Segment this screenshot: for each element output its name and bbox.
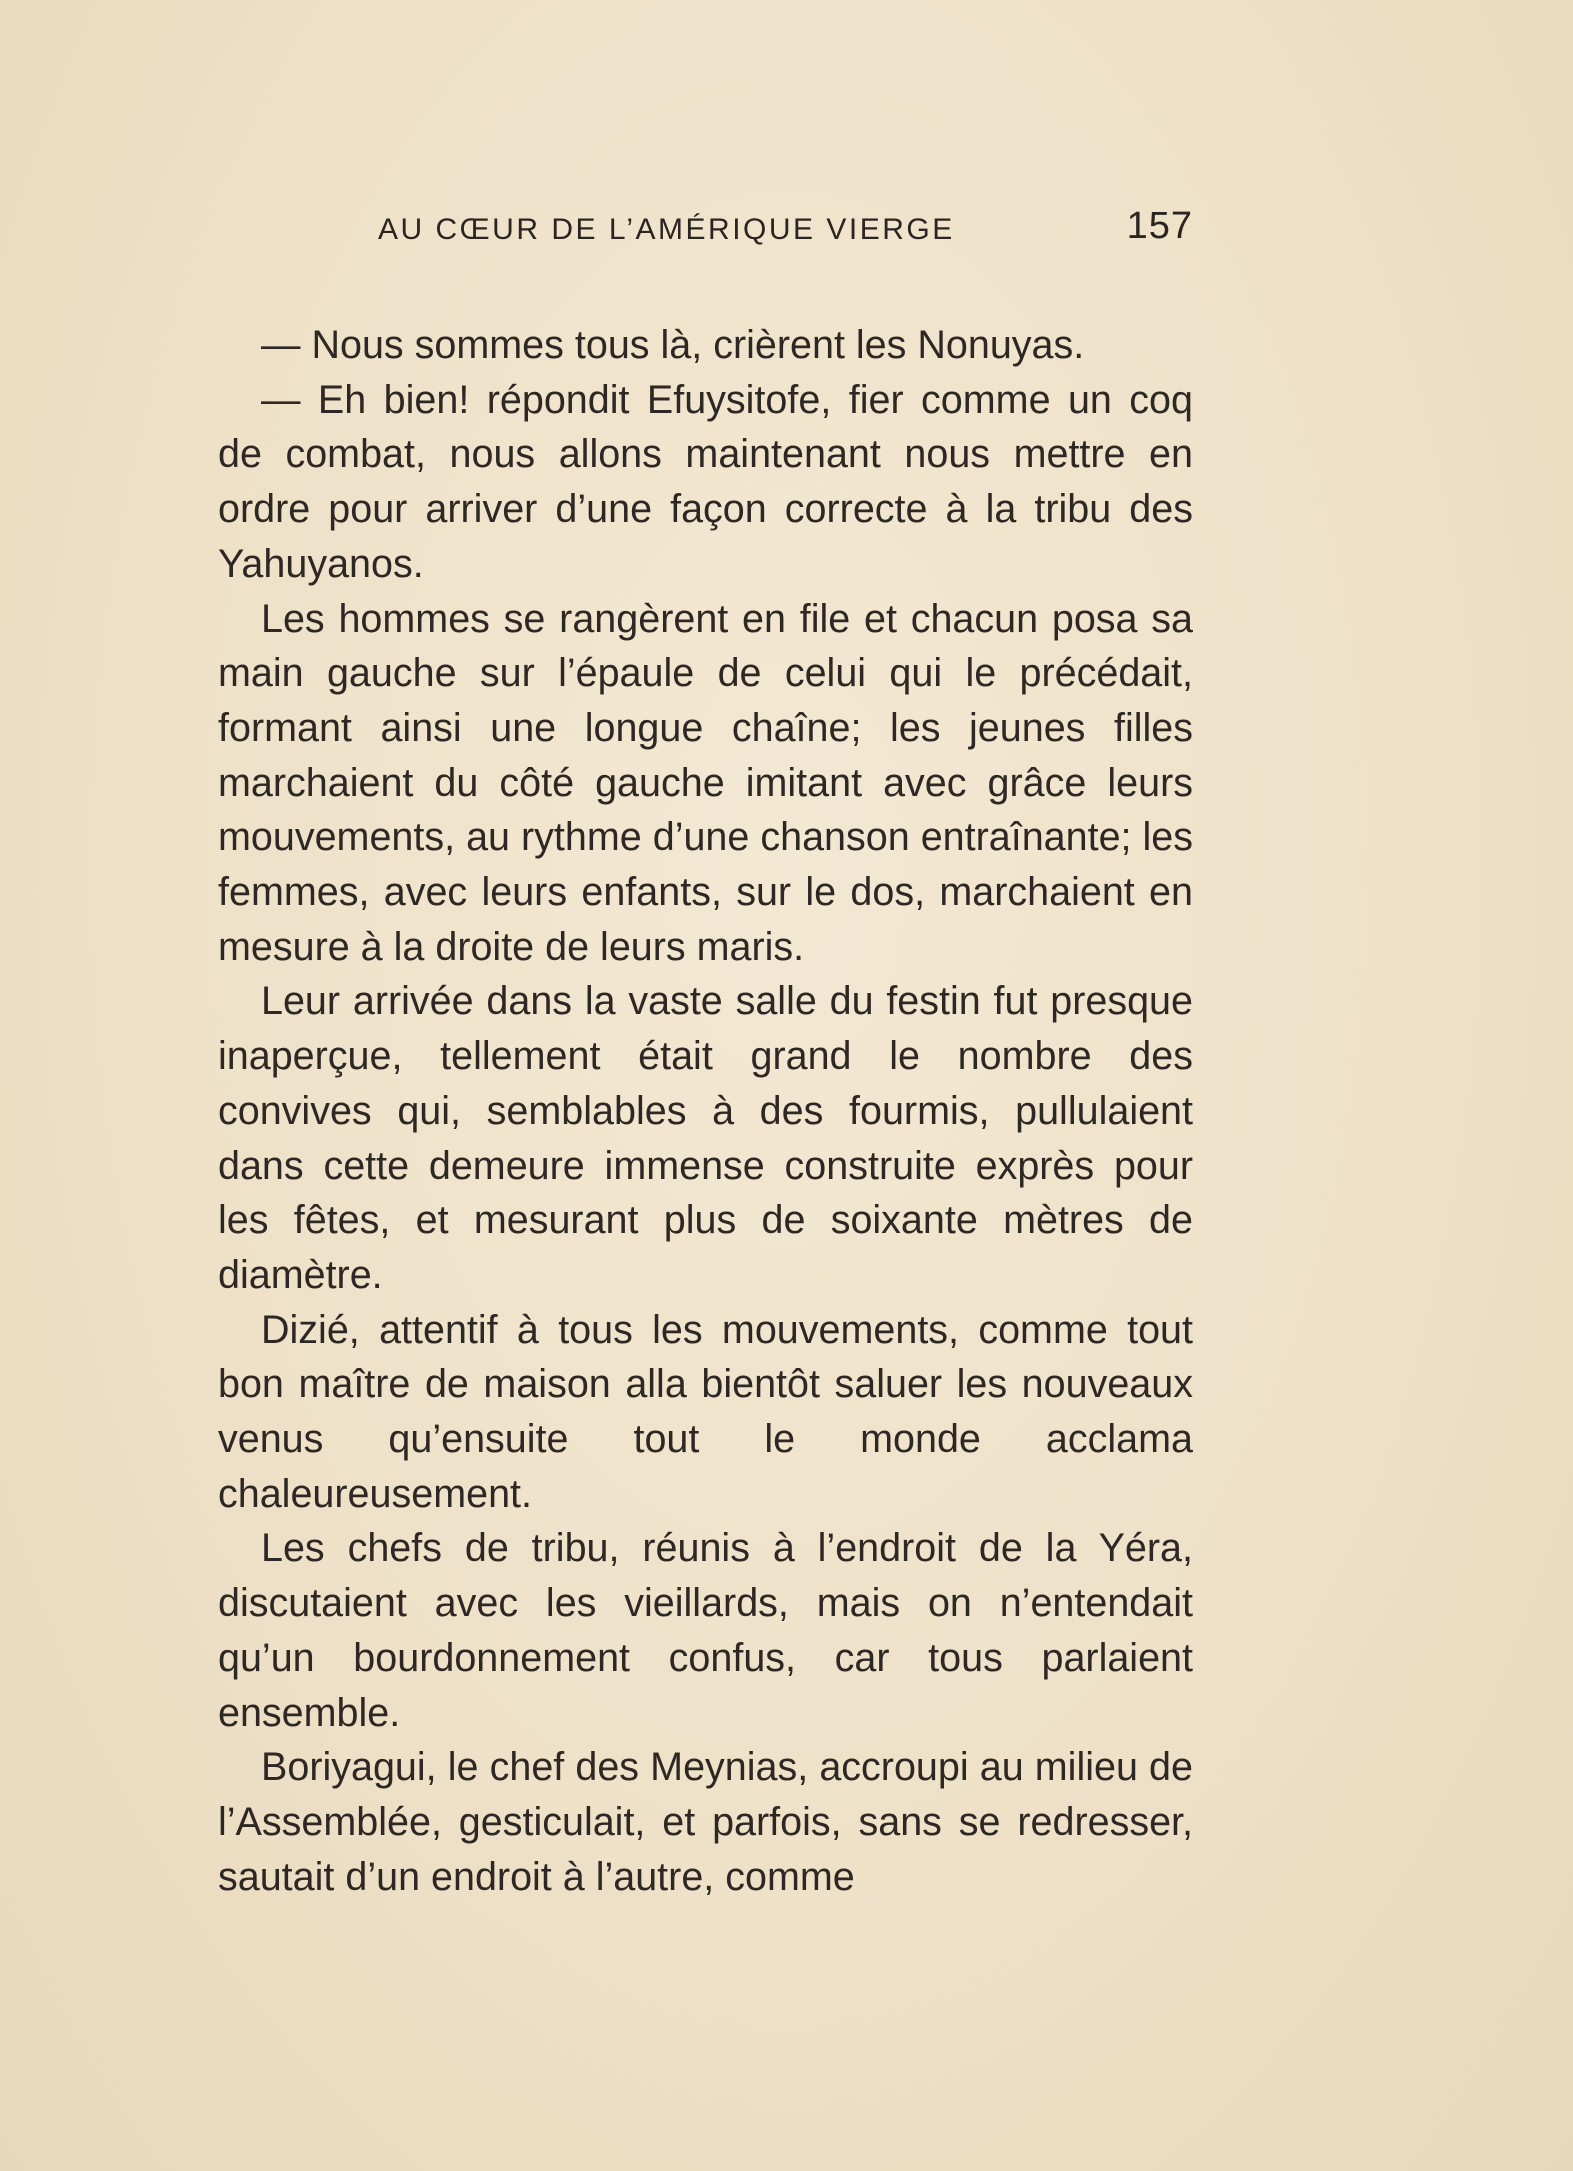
paragraph: Dizié, attentif à tous les mouvements, comme tout bon maître de maison alla bientôt saluer les nouveaux venus qu’ensuite tout le monde acclama chaleureusement.	[218, 1307, 1193, 1516]
paragraph: Les chefs de tribu, réunis à l’endroit de la Yéra, discutaient avec les vieillards, mais on n’entendait qu’un bourdonnement confus, car tous parlaient ensemble.	[218, 1526, 1193, 1735]
page-header	[218, 205, 1193, 265]
running-title: AU CŒUR DE L’AMÉRIQUE VIERGE	[378, 213, 955, 246]
paragraph: Les hommes se rangèrent en file et chacun posa sa main gauche sur l’épaule de celui qui le précédait, formant ainsi une longue chaîne; les jeunes filles marchaient du côté gauche imitant avec grâce leurs mouvements, au rythme d’une chanson entraînante; les femmes, avec leurs enfants, sur le dos, marchaient en mesure à la droite de leurs maris.	[218, 596, 1193, 969]
paragraph: — Eh bien! répondit Efuysitofe, fier comme un coq de combat, nous allons maintenant nous mettre en ordre pour arriver d’une façon correcte à la tribu des Yahuyanos.	[218, 377, 1193, 586]
page-number: 157	[1126, 205, 1193, 247]
paragraph: — Nous sommes tous là, crièrent les Nonuyas.	[261, 323, 1085, 367]
paragraph: Leur arrivée dans la vaste salle du festin fut presque inaperçue, tellement était grand le nombre des convives qui, semblables à des fourmis, pullulaient dans cette demeure immense construite exprès pour les fêtes, et mesurant plus de soixante mètres de diamètre.	[218, 979, 1193, 1297]
paragraph: Boriyagui, le chef des Meynias, accroupi au milieu de l’Assemblée, gesticulait, et parfois, sans se redresser, sautait d’un endroit à l’autre, comme	[218, 1745, 1193, 1899]
body-text	[218, 318, 1193, 1904]
